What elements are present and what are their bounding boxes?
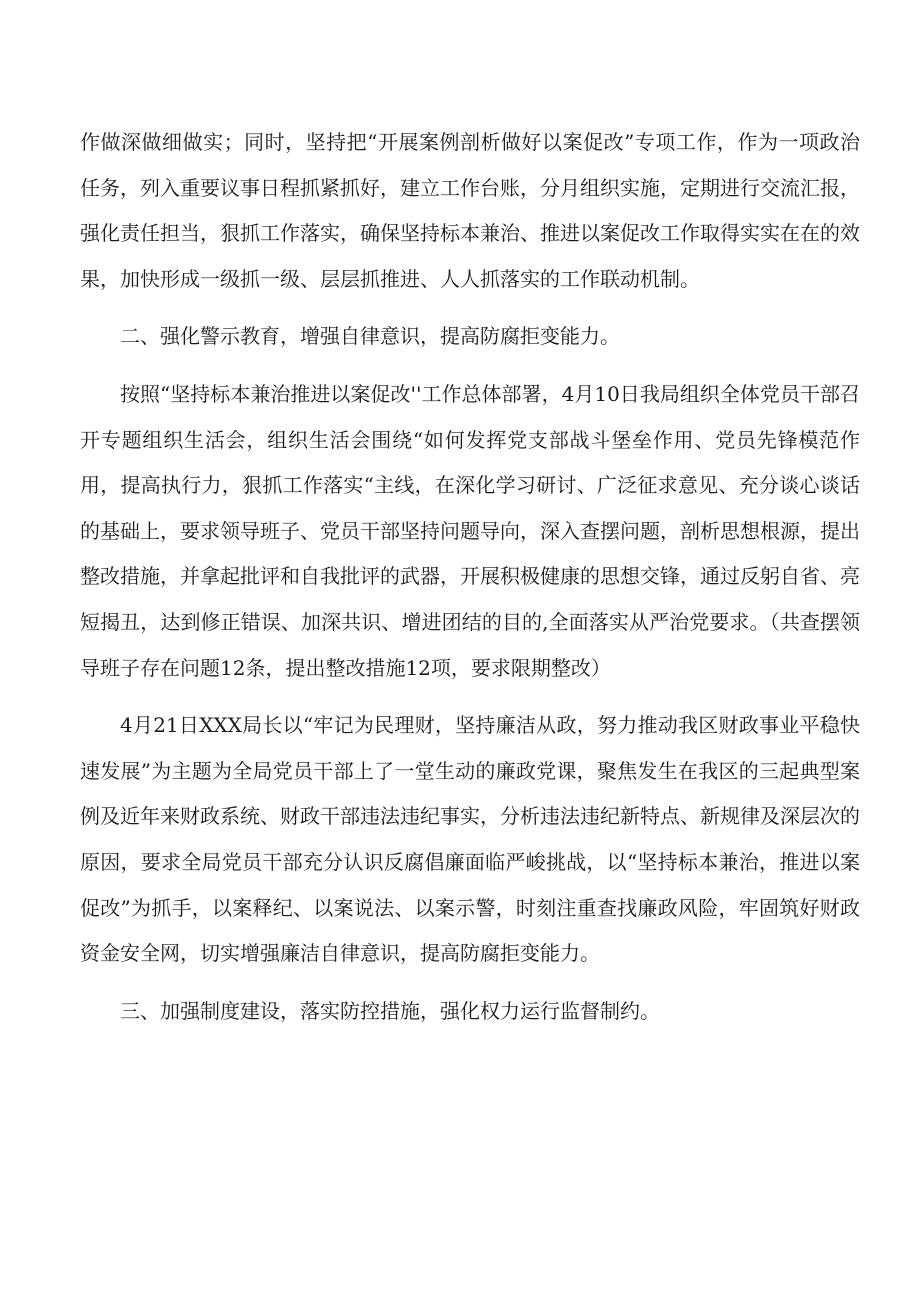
section-heading-two: 二、强化警示教育，增强自律意识，提高防腐拒变能力。 <box>120 324 620 349</box>
paragraph-meeting: 按照“坚持标本兼治推进以案促改''工作总体部署，4月10日我局组织全体党员干部召开专题组织生活会，组织生活会围绕“如何发挥党支部战斗堡垒作用、党员先锋模范作用，提高执行力，狠抓工作落实“主线，在深化学习研讨、广泛征求意见、充分谈心谈话的基础上，要求领导班子、党员干部坚持问题导向，深入查摆问题，剖析思想根源，提出整改措施，并拿起批评和自我批评的武器，开展积极健康的思想交锋，通过反躬自省、亮短揭丑，达到修正错误、加深共识、增进团结的目的,全面落实从严治党要求。（共查摆领导班子存在问题12条，提出整改措施12项，要求限期整改） <box>80 381 860 680</box>
paragraph-continuation: 作做深做细做实；同时，坚持把“开展案例剖析做好以案促改”专项工作，作为一项政治任务，列入重要议事日程抓紧抓好，建立工作台账，分月组织实施，定期进行交流汇报，强化责任担当，狠抓工作落实，确保坚持标本兼治、推进以案促改工作取得实实在在的效果，加快形成一级抓一级、层层抓推进、人人抓落实的工作联动机制。 <box>80 130 860 291</box>
section-heading-three: 三、加强制度建设，落实防控措施，强化权力运行监督制约。 <box>120 998 660 1023</box>
document-page <box>80 120 860 1034</box>
paragraph-lecture: 4月21日XXX局长以“牢记为民理财，坚持廉洁从政，努力推动我区财政事业平稳快速发展”为主题为全局党员干部上了一堂生动的廉政党课，聚焦发生在我区的三起典型案例及近年来财政系统、财政干部违法违纪事实，分析违法违纪新特点、新规律及深层次的原因，要求全局党员干部充分认识反腐倡廉面临严峻挑战，以“坚持标本兼治，推进以案促改”为抓手，以案释纪、以案说法、以案示警，时刻注重查找廉政风险，牢固筑好财政资金安全网，切实增强廉洁自律意识，提高防腐拒变能力。 <box>80 713 860 966</box>
